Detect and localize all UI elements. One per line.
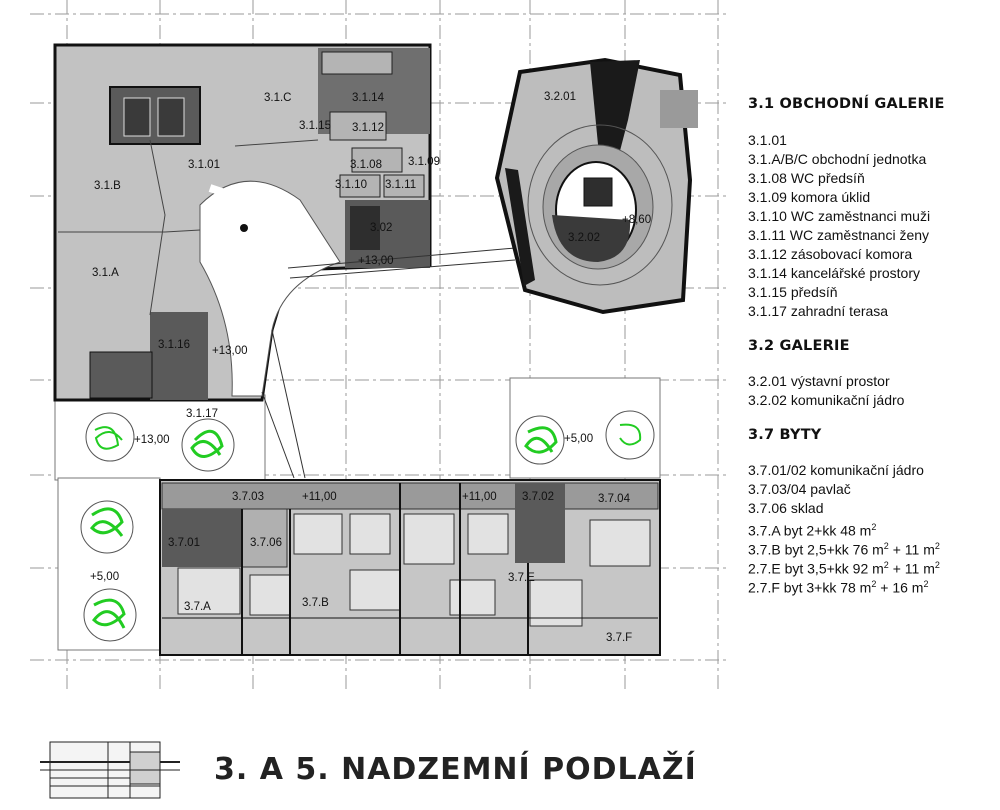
legend-item: 3.1.11 WC zaměstnanci ženy bbox=[748, 227, 930, 243]
legend-item: 3.1.09 komora úklid bbox=[748, 189, 871, 205]
level-label: +13,00 bbox=[358, 255, 394, 267]
legend-list bbox=[748, 131, 998, 321]
legend-item: 3.2.01 výstavní prostor bbox=[748, 373, 890, 389]
legend-area-text: + 16 m bbox=[876, 579, 924, 596]
legend-area-item bbox=[748, 556, 998, 575]
legend-item: 3.7.06 sklad bbox=[748, 500, 824, 516]
room-label: 3.7.A bbox=[184, 601, 211, 613]
room-label: 3.2.02 bbox=[568, 232, 600, 244]
atrium-column bbox=[240, 224, 248, 232]
lift-car-a bbox=[124, 98, 150, 136]
legend-area-item bbox=[748, 518, 998, 537]
pavilion-lift bbox=[584, 178, 612, 206]
legend-list bbox=[748, 372, 998, 410]
legend-item: 3.1.14 kancelářské prostory bbox=[748, 265, 920, 281]
legend-area-sup: 2 bbox=[934, 560, 940, 570]
legend-area-text: + 11 m bbox=[888, 541, 935, 558]
room-label: 3.7.03 bbox=[232, 491, 264, 503]
page-title: 3. A 5. NADZEMNÍ PODLAŽÍ bbox=[214, 752, 697, 787]
room-label: 3.1.B bbox=[94, 180, 121, 192]
legend-area-text: + 11 m bbox=[888, 560, 935, 577]
room-label: 3.7.01 bbox=[168, 537, 200, 549]
room-label: 3.1.14 bbox=[352, 92, 384, 104]
room-label: 3.1.17 bbox=[186, 408, 218, 420]
legend-area-sup: 2 bbox=[871, 522, 877, 532]
room-label: 3.2.01 bbox=[544, 91, 576, 103]
room-label: 3.1.15 bbox=[299, 120, 331, 132]
room-label: 3.1.A bbox=[92, 267, 119, 279]
legend-heading: 3.1 OBCHODNÍ GALERIE bbox=[748, 96, 945, 112]
room-label: 3.1.16 bbox=[158, 339, 190, 351]
legend-heading: 3.2 GALERIE bbox=[748, 338, 850, 354]
legend-item: 3.2.02 komunikační jádro bbox=[748, 392, 905, 408]
room-label: 3.7.B bbox=[302, 597, 329, 609]
legend-area-text: 3.7.A byt 2+kk 48 m bbox=[748, 522, 872, 539]
storage-left bbox=[90, 352, 152, 398]
room-label: 3.1.01 bbox=[188, 159, 220, 171]
legend-area-text: 2.7.E byt 3,5+kk 92 m bbox=[748, 560, 884, 577]
level-label: +5,00 bbox=[90, 571, 120, 583]
legend-item: 3.1.15 předsíň bbox=[748, 284, 838, 300]
legend-heading: 3.7 BYTY bbox=[748, 427, 822, 443]
legend-item: 3.1.08 WC předsíň bbox=[748, 170, 865, 186]
legend-item: 3.1.17 zahradní terasa bbox=[748, 303, 889, 319]
legend-area-sup: 2 bbox=[871, 579, 877, 589]
legend-area-item bbox=[748, 575, 998, 594]
key-plan-icon bbox=[40, 742, 180, 798]
pavilion-side-block bbox=[660, 90, 698, 128]
room-label: 3.02 bbox=[370, 222, 393, 234]
room-label: 3.7.06 bbox=[250, 537, 282, 549]
legend-area-sup: 2 bbox=[923, 579, 929, 589]
level-label: +8,60 bbox=[622, 214, 652, 226]
room-label: 3.7.F bbox=[606, 632, 633, 644]
level-label: +5,00 bbox=[564, 433, 594, 445]
room-label: 3.1.08 bbox=[350, 159, 382, 171]
legend-list bbox=[748, 461, 998, 594]
level-label: +13,00 bbox=[212, 345, 248, 357]
level-label: +13,00 bbox=[134, 434, 170, 446]
legend-area-sup: 2 bbox=[883, 541, 889, 551]
legend-area-sup: 2 bbox=[883, 560, 889, 570]
room-legend bbox=[748, 96, 998, 594]
room-label: 3.7.02 bbox=[522, 491, 554, 503]
legend-area-text: 2.7.F byt 3+kk 78 m bbox=[748, 579, 872, 596]
lift-car-b bbox=[158, 98, 184, 136]
legend-item: 3.1.12 zásobovací komora bbox=[748, 246, 913, 262]
room-label: 3.1.09 bbox=[408, 156, 440, 168]
legend-item: 3.1.A/B/C obchodní jednotka bbox=[748, 151, 927, 167]
room-label: 3.1.11 bbox=[385, 179, 417, 191]
level-label: +11,00 bbox=[302, 491, 337, 503]
room-label: 3.1.12 bbox=[352, 122, 384, 134]
legend-item: 3.7.03/04 pavlač bbox=[748, 481, 851, 497]
legend-item: 3.7.01/02 komunikační jádro bbox=[748, 462, 924, 478]
level-label: +11,00 bbox=[462, 491, 497, 503]
legend-area-text: 3.7.B byt 2,5+kk 76 m bbox=[748, 541, 884, 558]
legend-item: 3.1.10 WC zaměstnanci muži bbox=[748, 208, 931, 224]
room-label: 3.1.10 bbox=[335, 179, 367, 191]
room-label: 3.7.04 bbox=[598, 493, 630, 505]
stair-3-1-16 bbox=[150, 312, 208, 400]
legend-area-sup: 2 bbox=[934, 541, 940, 551]
legend-area-item bbox=[748, 537, 998, 556]
room-label: 3.1.C bbox=[264, 92, 292, 104]
room-label: 3.7.E bbox=[508, 572, 535, 584]
legend-item: 3.1.01 bbox=[748, 132, 787, 148]
